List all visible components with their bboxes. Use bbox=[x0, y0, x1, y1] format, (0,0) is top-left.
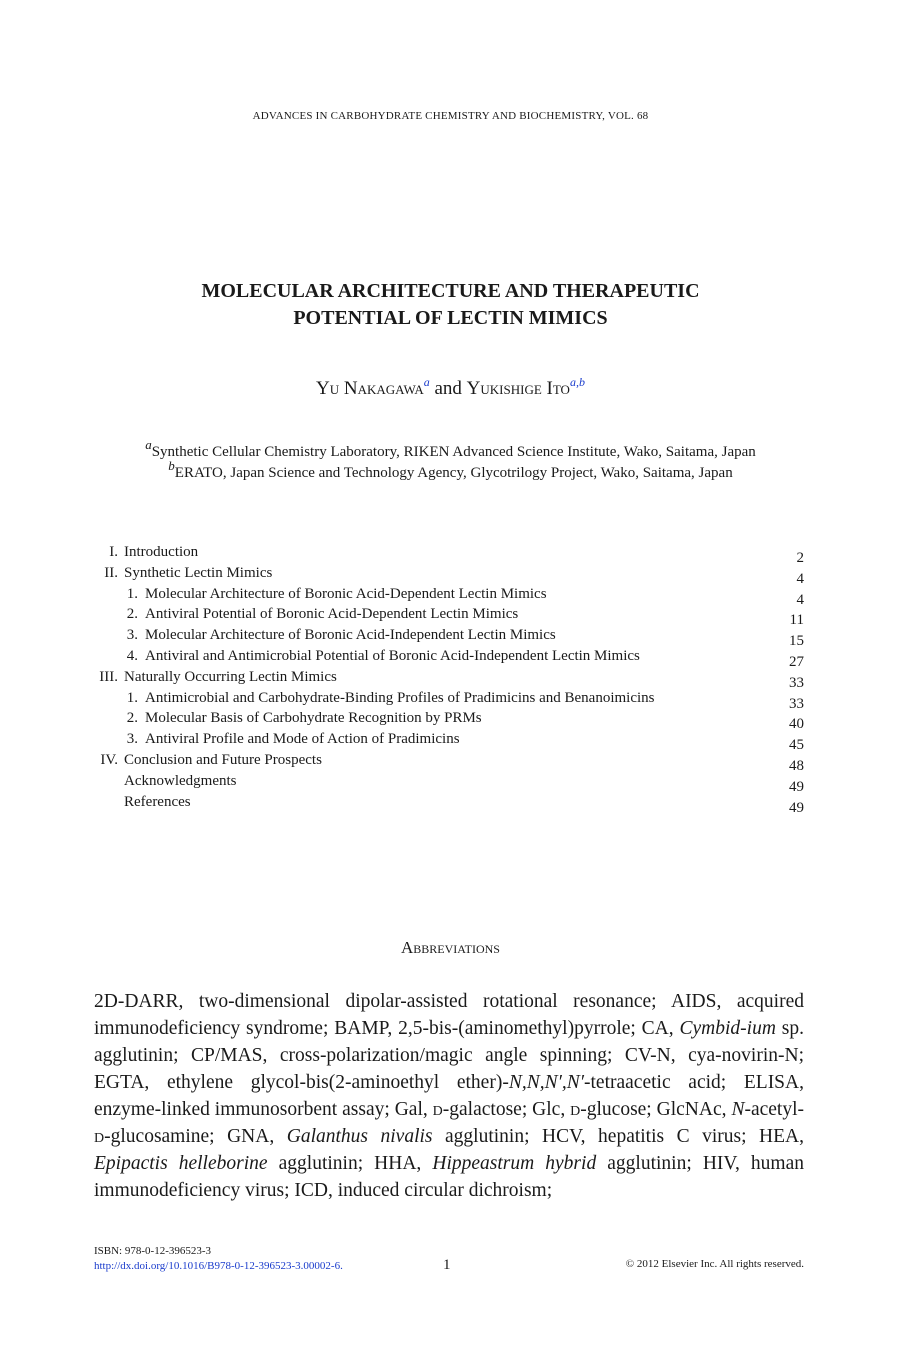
toc-entry-number: 3. bbox=[126, 731, 138, 748]
abbreviation-segment: d bbox=[432, 1099, 443, 1120]
abbreviation-segment: Hippeastrum hybrid bbox=[432, 1153, 597, 1174]
toc-entry[interactable] bbox=[0, 565, 901, 586]
abbreviation-segment: agglutinin; HHA, bbox=[267, 1153, 433, 1174]
author-affiliation-mark[interactable]: a bbox=[423, 375, 430, 389]
affiliation-text: Synthetic Cellular Chemistry Laboratory, RIKEN Advanced Science Institute, Wako, Saitama, Japan bbox=[151, 444, 756, 460]
toc-entry-label: Antiviral and Antimicrobial Potential of Boronic Acid-Independent Lectin Mimics bbox=[145, 647, 640, 664]
toc-entry-number: II. bbox=[104, 564, 118, 581]
affiliation-mark: a bbox=[145, 437, 152, 452]
toc-entry-number: 2. bbox=[126, 606, 138, 623]
toc-entry[interactable] bbox=[0, 669, 901, 690]
copyright: © 2012 Elsevier Inc. All rights reserved. bbox=[625, 1258, 804, 1270]
doi-link[interactable]: http://dx.doi.org/10.1016/B978-0-12-396523-3.00002-6. bbox=[94, 1260, 343, 1272]
abbreviation-segment: Epipactis helleborine bbox=[94, 1153, 268, 1174]
affiliation-line bbox=[0, 458, 901, 484]
toc-entry-page: 49 bbox=[789, 778, 804, 795]
toc-entry[interactable] bbox=[0, 752, 901, 773]
abbreviation-segment: agglutinin; HIV, human immunodeficiency virus; ICD, induced circular dichroism; bbox=[94, 1153, 804, 1201]
affiliations bbox=[0, 437, 901, 484]
author-separator: and bbox=[434, 378, 462, 399]
journal-header: ADVANCES IN CARBOHYDRATE CHEMISTRY AND BIOCHEMISTRY, VOL. 68 bbox=[252, 110, 649, 122]
abbreviation-segment: d bbox=[94, 1126, 105, 1147]
title-line-2: POTENTIAL OF LECTIN MIMICS bbox=[293, 307, 608, 329]
toc-entry[interactable] bbox=[0, 648, 901, 669]
toc-entry-number: 3. bbox=[126, 627, 138, 644]
toc-entry-label: Introduction bbox=[124, 544, 199, 560]
toc-entry-number: IV. bbox=[100, 751, 118, 768]
table-of-contents bbox=[0, 544, 901, 814]
toc-entry-label: Synthetic Lectin Mimics bbox=[124, 564, 273, 581]
toc-entry-label: Molecular Architecture of Boronic Acid-Independent Lectin Mimics bbox=[145, 627, 556, 644]
abbreviation-segment: sp. agglutinin; CP/MAS, cross-polarization/magic angle spinning; CV-N, cya-novirin-N; EGTA, ethylene glycol-bis(2-aminoethyl ether)- bbox=[94, 1018, 804, 1093]
author-line bbox=[0, 375, 901, 400]
toc-entry-page: 48 bbox=[789, 757, 804, 774]
toc-entry-number: I. bbox=[109, 544, 118, 560]
abbreviation-segment: 2D-DARR, two-dimensional dipolar-assisted rotational resonance; AIDS, acquired immunodeficiency syndrome; BAMP, 2,5-bis-(aminomethyl)pyrrole; CA, bbox=[94, 991, 804, 1039]
toc-entry-page: 27 bbox=[789, 653, 804, 670]
toc-entry[interactable] bbox=[0, 794, 901, 815]
abbreviation-segment: agglutinin; HCV, hepatitis C virus; HEA, bbox=[432, 1126, 804, 1147]
toc-entry-page: 33 bbox=[789, 674, 804, 691]
toc-entry-label: Acknowledgments bbox=[124, 772, 237, 789]
toc-entry[interactable] bbox=[0, 586, 901, 607]
toc-entry-page: 15 bbox=[789, 633, 804, 650]
toc-entry-label: Antimicrobial and Carbohydrate-Binding Profiles of Pradimicins and Benanoimicins bbox=[145, 689, 655, 706]
author-name: Yu Nakagawa bbox=[316, 378, 424, 399]
abbreviation-segment: Cymbid-ium bbox=[679, 1018, 776, 1039]
toc-entry-label: Molecular Basis of Carbohydrate Recognition by PRMs bbox=[145, 710, 482, 727]
toc-entry-label: Molecular Architecture of Boronic Acid-Dependent Lectin Mimics bbox=[145, 585, 547, 602]
toc-entry[interactable] bbox=[0, 690, 901, 711]
toc-entry-label: Conclusion and Future Prospects bbox=[124, 751, 322, 768]
affiliation-line bbox=[0, 437, 901, 463]
toc-entry[interactable] bbox=[0, 731, 901, 752]
toc-entry-page: 40 bbox=[789, 716, 804, 733]
abbreviation-segment: N,N,N′,N′ bbox=[508, 1072, 585, 1093]
abbreviation-segment: -acetyl- bbox=[744, 1099, 804, 1120]
affiliation-mark: b bbox=[168, 458, 175, 473]
abbreviation-segment: -glucosamine; GNA, bbox=[104, 1126, 287, 1147]
toc-entry-label: Antiviral Potential of Boronic Acid-Dependent Lectin Mimics bbox=[145, 606, 519, 623]
page-number: 1 bbox=[443, 1257, 451, 1273]
toc-entry-page: 2 bbox=[796, 550, 804, 566]
toc-entry-number: 2. bbox=[126, 710, 138, 727]
toc-entry-number: 1. bbox=[126, 585, 138, 602]
abbreviations-heading: Abbreviations bbox=[401, 938, 500, 957]
toc-entry-label: References bbox=[124, 793, 191, 810]
abbreviations-text bbox=[94, 988, 804, 1204]
toc-entry-page: 49 bbox=[789, 799, 804, 816]
affiliation-text: ERATO, Japan Science and Technology Agency, Glycotrilogy Project, Wako, Saitama, Japan bbox=[174, 465, 733, 481]
toc-entry-label: Antiviral Profile and Mode of Action of Pradimicins bbox=[145, 731, 460, 748]
author-affiliation-mark[interactable]: a,b bbox=[569, 375, 585, 389]
article-title bbox=[0, 278, 901, 332]
author-name: Yukishige Ito bbox=[466, 378, 570, 399]
toc-entry-number: 1. bbox=[126, 689, 138, 706]
toc-entry[interactable] bbox=[0, 627, 901, 648]
abbreviation-segment: d bbox=[570, 1099, 581, 1120]
toc-entry[interactable] bbox=[0, 606, 901, 627]
toc-entry-page: 33 bbox=[789, 695, 804, 712]
isbn: ISBN: 978-0-12-396523-3 bbox=[94, 1245, 212, 1257]
toc-entry[interactable] bbox=[0, 773, 901, 794]
abbreviation-segment: Galanthus nivalis bbox=[286, 1126, 433, 1147]
footer-identifiers bbox=[94, 1244, 343, 1274]
title-line-1: MOLECULAR ARCHITECTURE AND THERAPEUTIC bbox=[201, 280, 700, 302]
abbreviation-segment: -galactose; Glc, bbox=[442, 1099, 571, 1120]
abbreviation-segment: N bbox=[731, 1099, 745, 1120]
toc-entry-number: III. bbox=[99, 668, 118, 685]
toc-entry[interactable] bbox=[0, 710, 901, 731]
toc-entry-page: 4 bbox=[796, 570, 804, 587]
toc-entry[interactable] bbox=[0, 544, 901, 565]
toc-entry-page: 45 bbox=[789, 737, 804, 754]
toc-entry-page: 4 bbox=[796, 591, 804, 608]
abbreviation-segment: -glucose; GlcNAc, bbox=[580, 1099, 732, 1120]
toc-entry-label: Naturally Occurring Lectin Mimics bbox=[124, 668, 337, 685]
toc-entry-page: 11 bbox=[789, 612, 804, 629]
toc-entry-number: 4. bbox=[126, 647, 138, 664]
abbreviation-segment: -tetraacetic acid; ELISA, enzyme-linked immunosorbent assay; Gal, bbox=[94, 1072, 804, 1120]
